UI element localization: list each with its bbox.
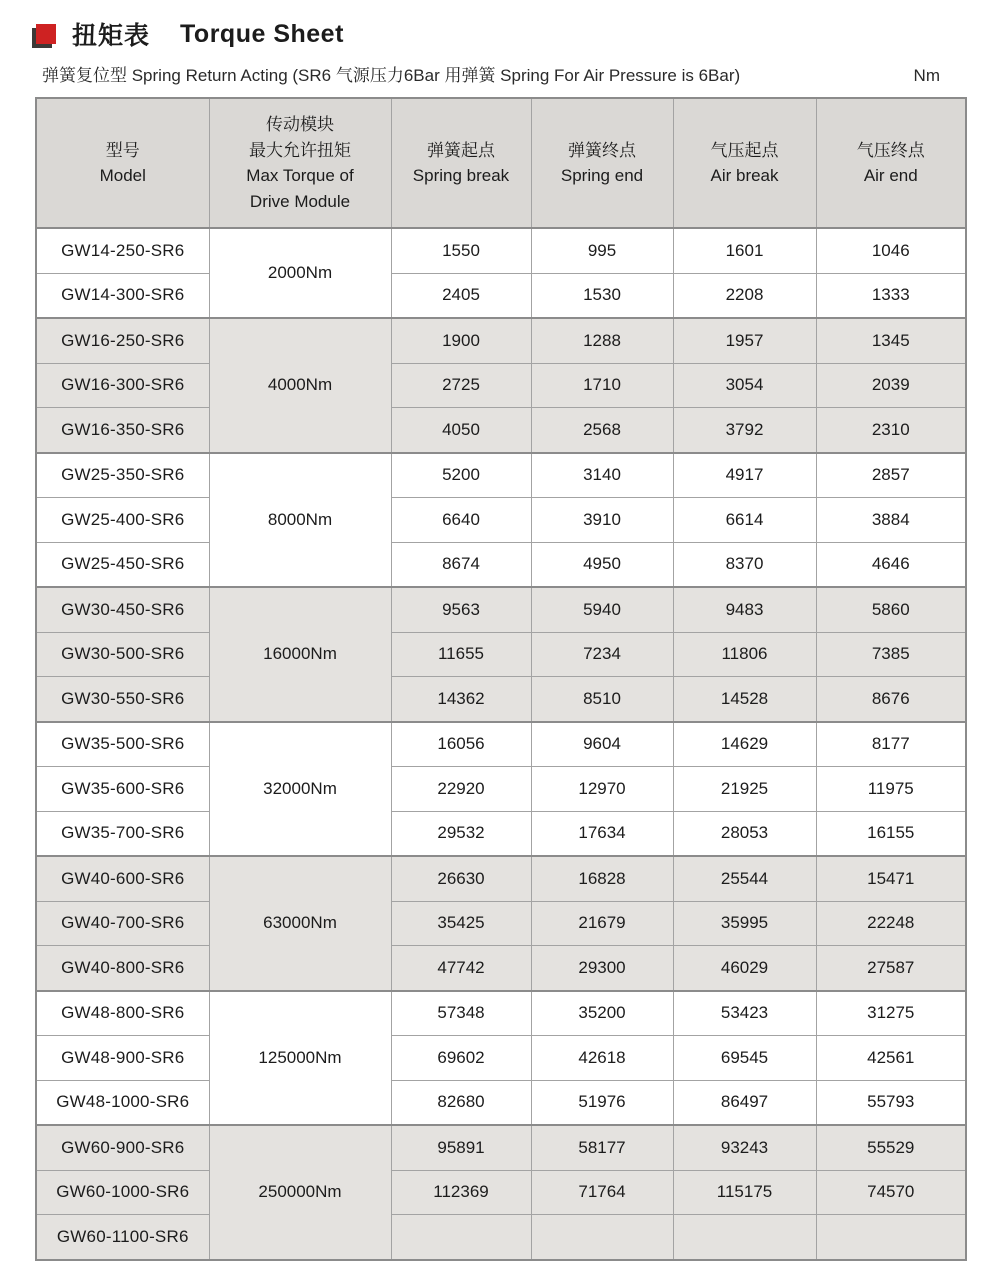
value-cell: 42561 — [816, 1036, 966, 1081]
value-cell: 1957 — [673, 318, 816, 363]
value-cell: 1530 — [531, 273, 673, 318]
table-row — [36, 542, 966, 587]
torque-cell: 125000Nm — [209, 991, 391, 1126]
model-cell: GW40-600-SR6 — [36, 856, 209, 901]
value-cell: 3910 — [531, 498, 673, 543]
value-cell: 1900 — [391, 318, 531, 363]
table-row — [36, 453, 966, 498]
value-cell: 27587 — [816, 946, 966, 991]
table-row — [36, 498, 966, 543]
value-cell: 3054 — [673, 363, 816, 408]
value-cell: 16155 — [816, 811, 966, 856]
value-cell: 95891 — [391, 1125, 531, 1170]
value-cell: 2208 — [673, 273, 816, 318]
value-cell: 2039 — [816, 363, 966, 408]
page-subtitle-row — [42, 61, 940, 86]
model-cell: GW60-900-SR6 — [36, 1125, 209, 1170]
value-cell: 26630 — [391, 856, 531, 901]
model-cell: GW48-900-SR6 — [36, 1036, 209, 1081]
value-cell — [531, 1215, 673, 1260]
table-row — [36, 228, 966, 273]
torque-cell: 4000Nm — [209, 318, 391, 453]
table-row — [36, 1080, 966, 1125]
table-row — [36, 946, 966, 991]
model-cell: GW30-550-SR6 — [36, 677, 209, 722]
col-header-air-end: 气压终点 Air end — [816, 98, 966, 228]
value-cell: 4917 — [673, 453, 816, 498]
value-cell: 8676 — [816, 677, 966, 722]
table-row — [36, 587, 966, 632]
value-cell: 1288 — [531, 318, 673, 363]
value-cell: 31275 — [816, 991, 966, 1036]
col-header-spring-end: 弹簧终点 Spring end — [531, 98, 673, 228]
value-cell: 14362 — [391, 677, 531, 722]
value-cell: 42618 — [531, 1036, 673, 1081]
value-cell: 74570 — [816, 1170, 966, 1215]
value-cell: 7385 — [816, 632, 966, 677]
value-cell: 55793 — [816, 1080, 966, 1125]
value-cell: 9483 — [673, 587, 816, 632]
value-cell: 86497 — [673, 1080, 816, 1125]
model-cell: GW40-800-SR6 — [36, 946, 209, 991]
value-cell: 35425 — [391, 901, 531, 946]
value-cell: 11655 — [391, 632, 531, 677]
model-cell: GW25-350-SR6 — [36, 453, 209, 498]
table-row — [36, 722, 966, 767]
model-cell: GW16-250-SR6 — [36, 318, 209, 363]
table-row — [36, 901, 966, 946]
page-subtitle: 弹簧复位型 Spring Return Acting (SR6 气源压力6Bar 用弹簧 Spring For Air Pressure is 6Bar) — [42, 66, 741, 85]
value-cell: 58177 — [531, 1125, 673, 1170]
value-cell: 115175 — [673, 1170, 816, 1215]
value-cell: 5860 — [816, 587, 966, 632]
value-cell: 28053 — [673, 811, 816, 856]
value-cell: 2725 — [391, 363, 531, 408]
value-cell: 16828 — [531, 856, 673, 901]
value-cell: 7234 — [531, 632, 673, 677]
col-header-model: 型号 Model — [36, 98, 209, 228]
model-cell: GW48-800-SR6 — [36, 991, 209, 1036]
model-cell: GW14-250-SR6 — [36, 228, 209, 273]
model-cell: GW16-300-SR6 — [36, 363, 209, 408]
value-cell: 995 — [531, 228, 673, 273]
model-cell: GW35-500-SR6 — [36, 722, 209, 767]
value-cell: 15471 — [816, 856, 966, 901]
value-cell: 69545 — [673, 1036, 816, 1081]
value-cell: 8370 — [673, 542, 816, 587]
value-cell: 14629 — [673, 722, 816, 767]
value-cell: 35995 — [673, 901, 816, 946]
model-cell: GW60-1100-SR6 — [36, 1215, 209, 1260]
model-cell: GW35-700-SR6 — [36, 811, 209, 856]
value-cell: 6640 — [391, 498, 531, 543]
red-square-bullet-icon — [36, 24, 56, 44]
table-row — [36, 318, 966, 363]
table-row — [36, 856, 966, 901]
table-row — [36, 363, 966, 408]
value-cell: 1345 — [816, 318, 966, 363]
model-cell: GW30-450-SR6 — [36, 587, 209, 632]
value-cell: 51976 — [531, 1080, 673, 1125]
value-cell: 8510 — [531, 677, 673, 722]
value-cell: 69602 — [391, 1036, 531, 1081]
value-cell: 4646 — [816, 542, 966, 587]
value-cell: 46029 — [673, 946, 816, 991]
value-cell: 2568 — [531, 408, 673, 453]
value-cell — [673, 1215, 816, 1260]
value-cell: 25544 — [673, 856, 816, 901]
model-cell: GW48-1000-SR6 — [36, 1080, 209, 1125]
model-cell: GW16-350-SR6 — [36, 408, 209, 453]
torque-cell: 250000Nm — [209, 1125, 391, 1260]
model-cell: GW14-300-SR6 — [36, 273, 209, 318]
value-cell: 3792 — [673, 408, 816, 453]
torque-cell: 32000Nm — [209, 722, 391, 857]
value-cell: 71764 — [531, 1170, 673, 1215]
value-cell — [391, 1215, 531, 1260]
model-cell: GW25-450-SR6 — [36, 542, 209, 587]
value-cell: 9563 — [391, 587, 531, 632]
page-title — [36, 16, 1000, 52]
value-cell: 4050 — [391, 408, 531, 453]
page-title-cn: 扭矩表 — [72, 22, 151, 50]
header-row — [36, 98, 966, 228]
torque-cell: 16000Nm — [209, 587, 391, 722]
torque-table — [35, 97, 967, 1261]
value-cell: 35200 — [531, 991, 673, 1036]
table-row — [36, 991, 966, 1036]
torque-cell: 2000Nm — [209, 228, 391, 318]
value-cell: 4950 — [531, 542, 673, 587]
value-cell: 6614 — [673, 498, 816, 543]
model-cell: GW60-1000-SR6 — [36, 1170, 209, 1215]
value-cell: 1710 — [531, 363, 673, 408]
table-row — [36, 1170, 966, 1215]
value-cell: 2310 — [816, 408, 966, 453]
value-cell: 17634 — [531, 811, 673, 856]
value-cell: 9604 — [531, 722, 673, 767]
table-row — [36, 677, 966, 722]
value-cell: 11975 — [816, 767, 966, 812]
table-row — [36, 1036, 966, 1081]
value-cell: 82680 — [391, 1080, 531, 1125]
value-cell: 3884 — [816, 498, 966, 543]
value-cell: 5940 — [531, 587, 673, 632]
value-cell: 5200 — [391, 453, 531, 498]
value-cell: 112369 — [391, 1170, 531, 1215]
value-cell: 3140 — [531, 453, 673, 498]
value-cell: 12970 — [531, 767, 673, 812]
value-cell: 21679 — [531, 901, 673, 946]
model-cell: GW40-700-SR6 — [36, 901, 209, 946]
table-row — [36, 1125, 966, 1170]
col-header-air-break: 气压起点 Air break — [673, 98, 816, 228]
value-cell: 1550 — [391, 228, 531, 273]
model-cell: GW35-600-SR6 — [36, 767, 209, 812]
model-cell: GW25-400-SR6 — [36, 498, 209, 543]
unit-label: Nm — [913, 66, 940, 85]
value-cell: 55529 — [816, 1125, 966, 1170]
value-cell: 2857 — [816, 453, 966, 498]
value-cell: 1601 — [673, 228, 816, 273]
value-cell — [816, 1215, 966, 1260]
table-row — [36, 408, 966, 453]
value-cell: 11806 — [673, 632, 816, 677]
page-title-en: Torque Sheet — [180, 19, 344, 48]
value-cell: 22920 — [391, 767, 531, 812]
value-cell: 14528 — [673, 677, 816, 722]
model-cell: GW30-500-SR6 — [36, 632, 209, 677]
col-header-max-torque: 传动模块 最大允许扭矩 Max Torque of Drive Module — [209, 98, 391, 228]
value-cell: 21925 — [673, 767, 816, 812]
value-cell: 29532 — [391, 811, 531, 856]
value-cell: 29300 — [531, 946, 673, 991]
table-row — [36, 767, 966, 812]
torque-cell: 8000Nm — [209, 453, 391, 588]
value-cell: 8177 — [816, 722, 966, 767]
table-row — [36, 632, 966, 677]
value-cell: 1333 — [816, 273, 966, 318]
value-cell: 53423 — [673, 991, 816, 1036]
col-header-spring-break: 弹簧起点 Spring break — [391, 98, 531, 228]
table-row — [36, 273, 966, 318]
value-cell: 47742 — [391, 946, 531, 991]
value-cell: 16056 — [391, 722, 531, 767]
table-row — [36, 811, 966, 856]
value-cell: 57348 — [391, 991, 531, 1036]
value-cell: 93243 — [673, 1125, 816, 1170]
value-cell: 22248 — [816, 901, 966, 946]
torque-cell: 63000Nm — [209, 856, 391, 991]
value-cell: 2405 — [391, 273, 531, 318]
table-row — [36, 1215, 966, 1260]
value-cell: 1046 — [816, 228, 966, 273]
value-cell: 8674 — [391, 542, 531, 587]
